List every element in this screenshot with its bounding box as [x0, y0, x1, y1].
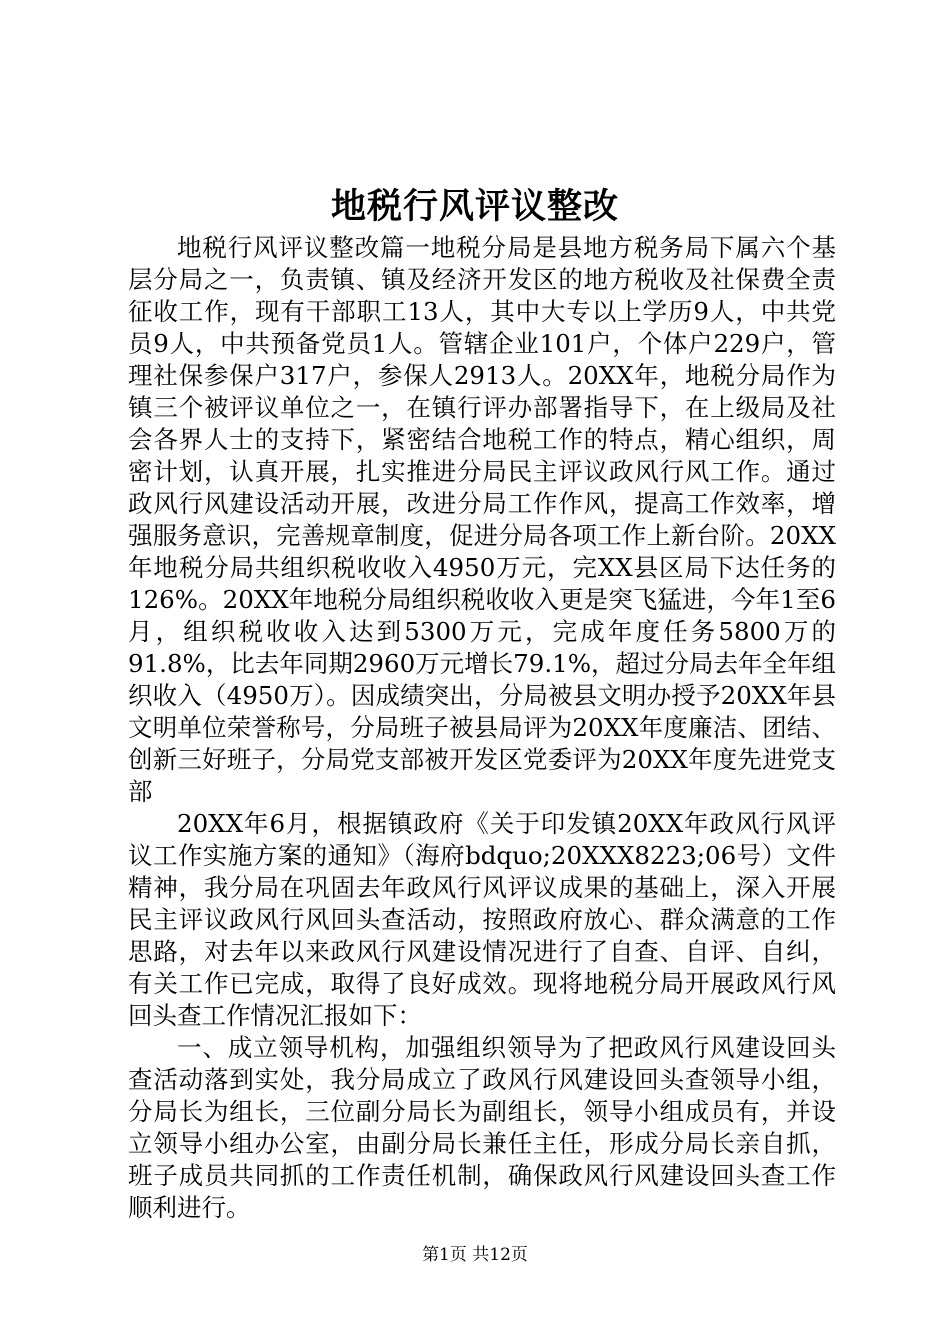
document-body [128, 232, 836, 1224]
paragraph: 地税行风评议整改篇一地税分局是县地方税务局下属六个基层分局之一，负责镇、镇及经济开发区的地方税收及社保费全责征收工作，现有干部职工13人，其中大专以上学历9人，中共党员9人，中共预备党员1人。管辖企业101户，个体户229户，管理社保参保户317户，参保人2913人。20XX年，地税分局作为镇三个被评议单位之一，在镇行评办部署指导下，在上级局及社会各界人士的支持下，紧密结合地税工作的特点，精心组织，周密计划，认真开展，扎实推进分局民主评议政风行风工作。通过政风行风建设活动开展，改进分局工作作风，提高工作效率，增强服务意识，完善规章制度，促进分局各项工作上新台阶。20XX年地税分局共组织税收收入4950万元，完XX县区局下达任务的126%。20XX年地税分局组织税收收入更是突飞猛进，今年1至6月，组织税收收入达到5300万元，完成年度任务5800万的91.8%，比去年同期2960万元增长79.1%，超过分局去年全年组织收入（4950万）。因成绩突出，分局被县文明办授予20XX年县文明单位荣誉称号，分局班子被县局评为20XX年度廉洁、团结、创新三好班子，分局党支部被开发区党委评为20XX年度先进党支部 [128, 233, 837, 806]
paragraph: 20XX年6月，根据镇政府《关于印发镇20XX年政风行风评议工作实施方案的通知》（海府bdquo;20XXX8223;06号）文件精神，我分局在巩固去年政风行风评议成果的基础上，深入开展民主评议政风行风回头查活动，按照政府放心、群众满意的工作思路，对去年以来政风行风建设情况进行了自查、自评、自纠，有关工作已完成，取得了良好成效。现将地税分局开展政风行风回头查工作情况汇报如下： [128, 809, 836, 1030]
paragraph: 一、成立领导机构，加强组织领导为了把政风行风建设回头查活动落到实处，我分局成立了政风行风建设回头查领导小组，分局长为组长，三位副分局长为副组长，领导小组成员有，并设立领导小组办公室，由副分局长兼任主任，形成分局长亲自抓，班子成员共同抓的工作责任机制，确保政风行风建设回头查工作顺利进行。 [128, 1033, 836, 1222]
page-title: 地税行风评议整改 [330, 186, 619, 227]
page-number-footer: 第1页 共12页 [422, 1245, 528, 1265]
